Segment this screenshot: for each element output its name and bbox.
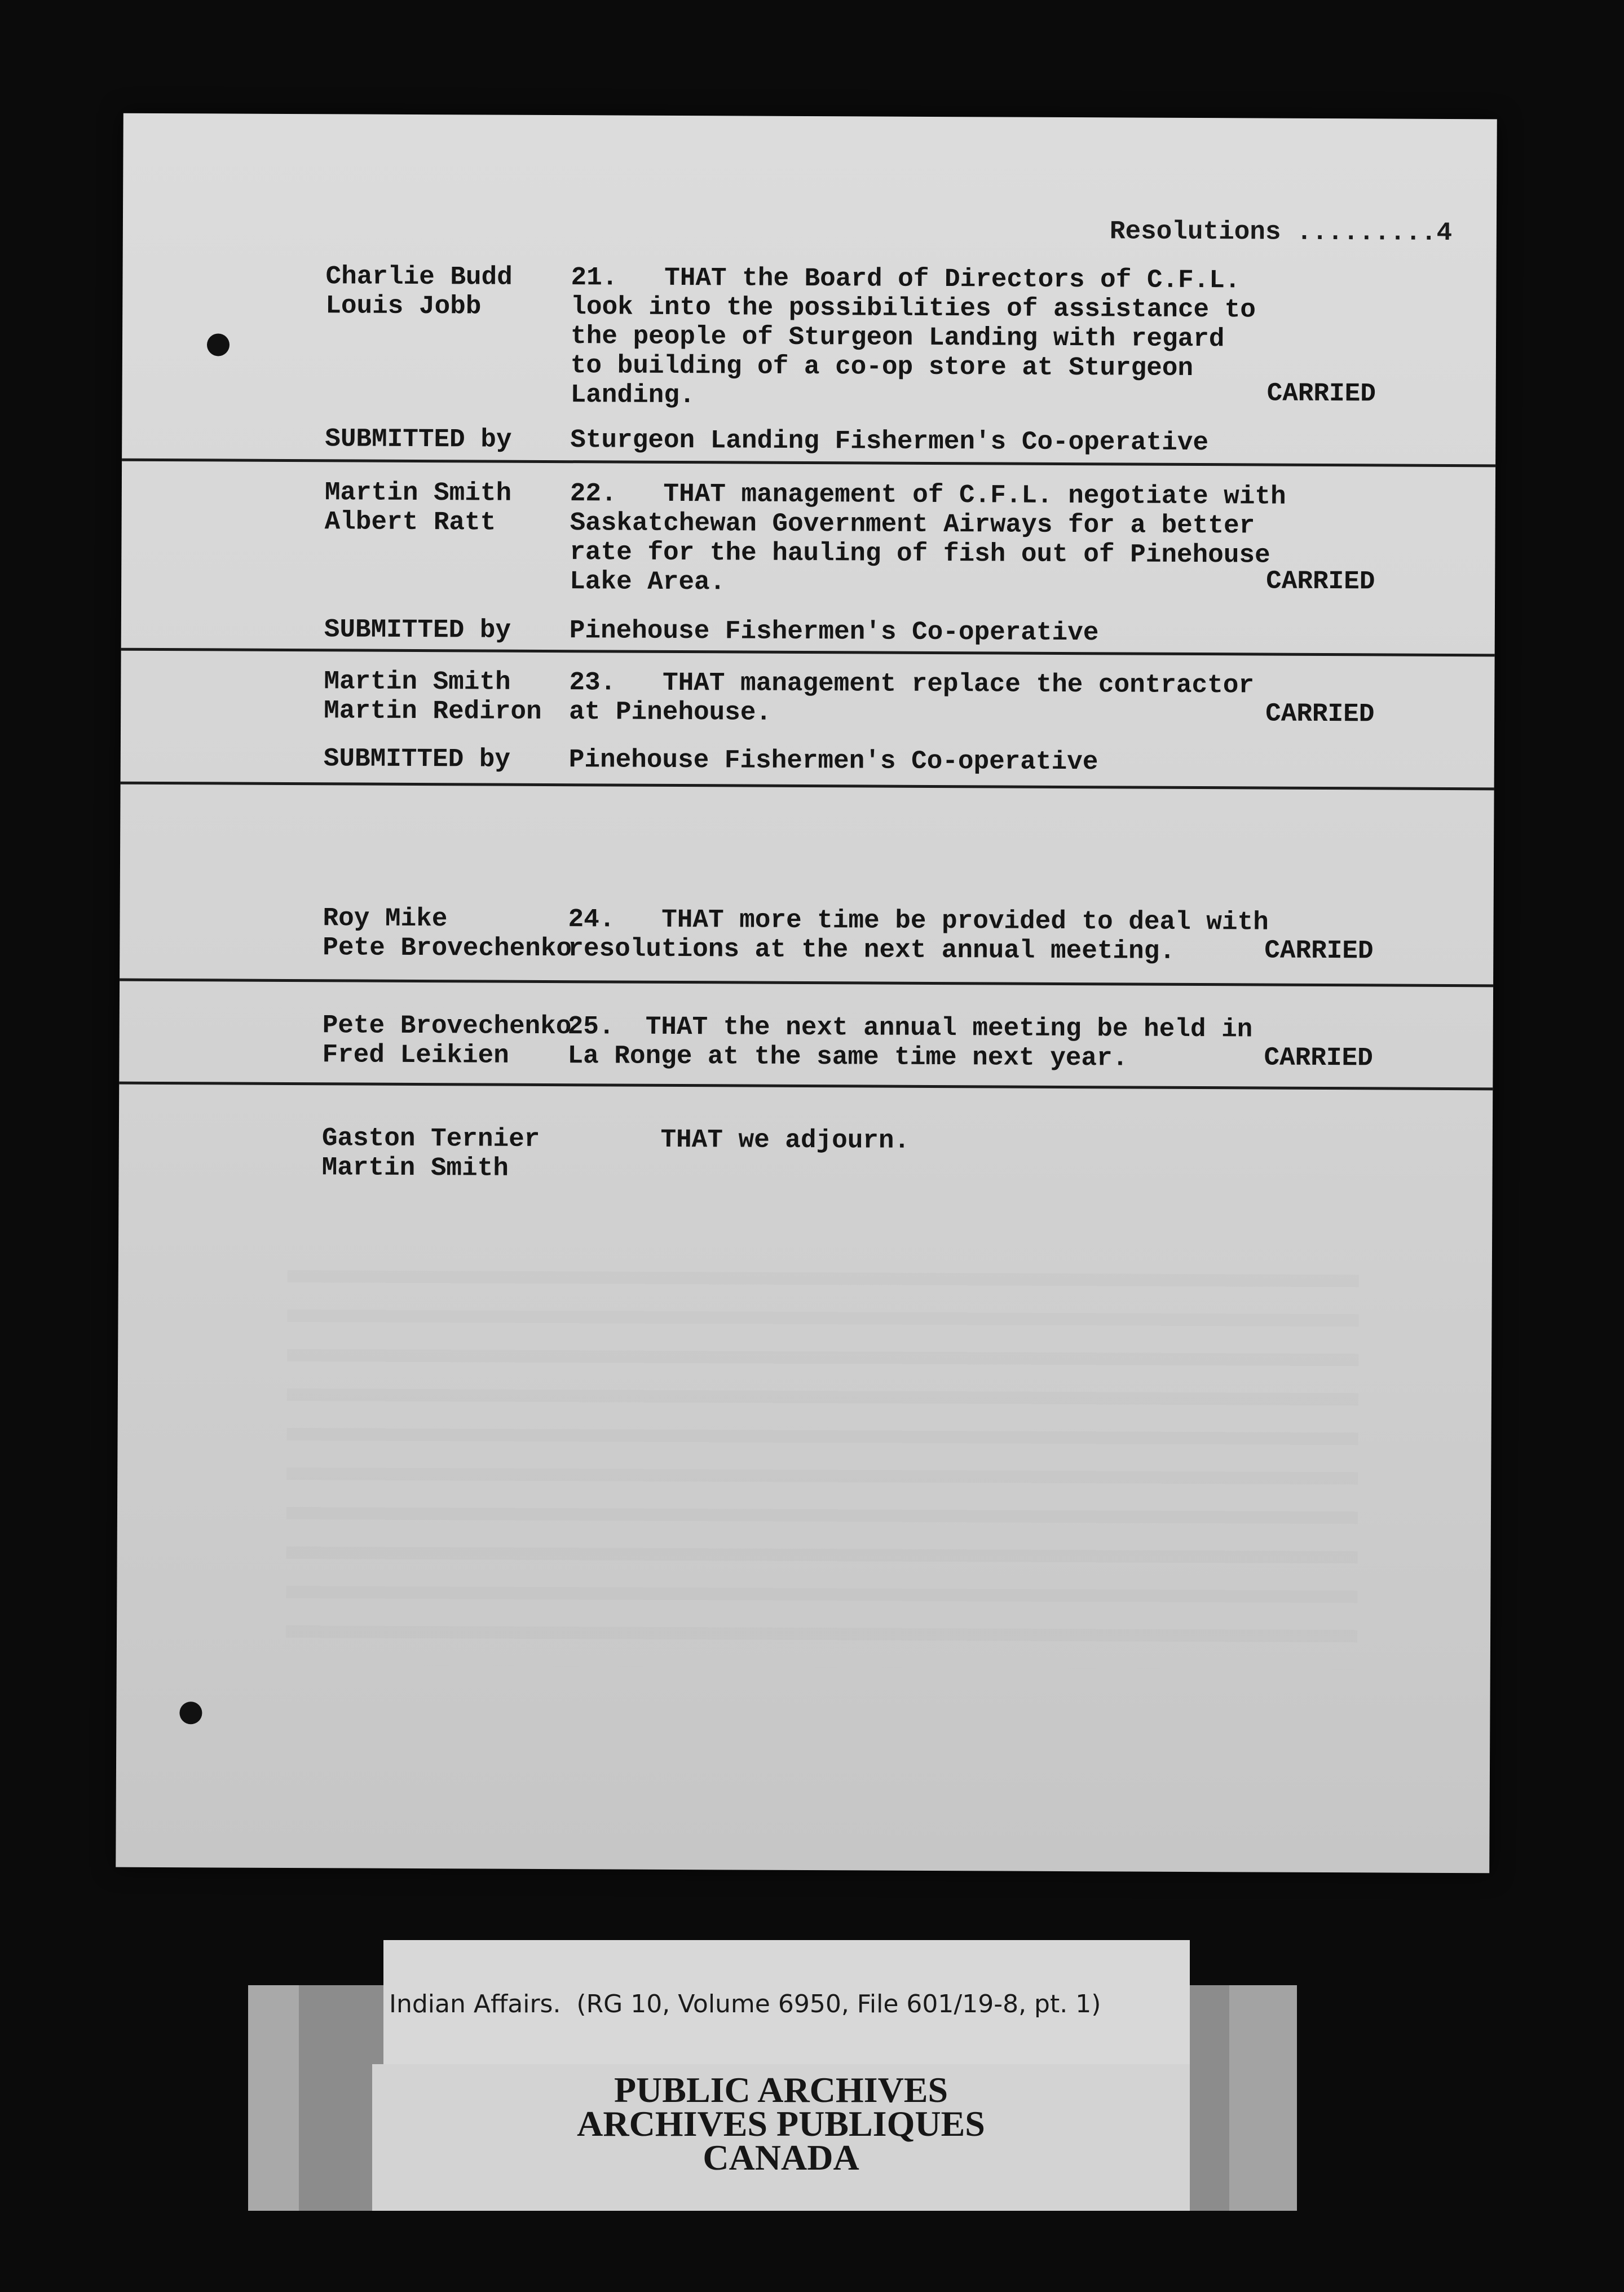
resolution-line: THAT we adjourn. xyxy=(567,1125,910,1156)
resolution-line: rate for the hauling of fish out of Pinehouse xyxy=(570,537,1270,570)
stamp-line: ARCHIVES PUBLIQUES xyxy=(577,2104,985,2144)
resolution-line: 23. THAT management replace the contractor xyxy=(569,668,1255,700)
submitted-by-org: Sturgeon Landing Fishermen's Co-operative xyxy=(570,425,1209,458)
archive-tag-edge xyxy=(1229,1985,1297,2211)
bleed-through-texture xyxy=(286,1270,1359,1669)
resolution-24-text xyxy=(568,905,1269,966)
resolution-line: the people of Sturgeon Landing with regard xyxy=(570,321,1225,354)
punch-hole xyxy=(179,1702,202,1724)
resolution-line: resolutions at the next annual meeting. xyxy=(568,934,1176,966)
resolution-23-movers xyxy=(324,667,542,726)
submitted-label: SUBMITTED by xyxy=(323,744,511,774)
page-reference: Resolutions .........4 xyxy=(1109,217,1453,248)
stamp-line: CANADA xyxy=(703,2137,859,2178)
mover-name: Pete Brovechenko xyxy=(323,933,572,964)
resolution-23-result: CARRIED xyxy=(1265,699,1375,729)
submitted-label: SUBMITTED by xyxy=(325,424,512,455)
submitted-by-org: Pinehouse Fishermen's Co-operative xyxy=(568,745,1098,777)
archive-tag-edge xyxy=(248,1985,299,2211)
resolution-line: Saskatchewan Government Airways for a better xyxy=(570,508,1255,541)
resolution-24-movers xyxy=(323,903,572,963)
resolution-line: 22. THAT management of C.F.L. negotiate with xyxy=(570,479,1286,512)
resolution-23-text xyxy=(569,668,1255,729)
mover-name: Albert Ratt xyxy=(324,507,496,537)
resolution-line: to building of a co-op store at Sturgeon xyxy=(570,351,1194,383)
resolution-line: look into the possibilities of assistance to xyxy=(571,292,1256,325)
resolution-21-result: CARRIED xyxy=(1266,378,1376,409)
resolution-line: 21. THAT the Board of Directors of C.F.L. xyxy=(571,263,1241,296)
submitted-label: SUBMITTED by xyxy=(324,615,511,645)
divider-line xyxy=(120,978,1493,988)
submitted-by-org: Pinehouse Fishermen's Co-operative xyxy=(569,616,1099,648)
resolution-line: 25. THAT the next annual meeting be held in xyxy=(567,1012,1253,1044)
resolution-22-movers xyxy=(325,478,512,537)
resolution-line: at Pinehouse. xyxy=(569,697,772,728)
mover-name: Martin Rediron xyxy=(324,696,542,726)
divider-line xyxy=(121,782,1494,791)
mover-name: Gaston Ternier xyxy=(321,1123,540,1154)
divider-line xyxy=(119,1082,1493,1091)
resolution-25-text xyxy=(567,1012,1253,1073)
resolution-21-movers xyxy=(325,262,513,321)
resolution-line: Landing. xyxy=(570,380,695,411)
stamp-line: PUBLIC ARCHIVES xyxy=(614,2070,948,2110)
resolution-line: 24. THAT more time be provided to deal with xyxy=(568,905,1269,937)
resolution-25-result: CARRIED xyxy=(1264,1043,1373,1073)
mover-name: Pete Brovechenko xyxy=(322,1011,572,1042)
resolution-line: La Ronge at the same time next year. xyxy=(567,1041,1128,1073)
mover-name: Martin Smith xyxy=(324,667,511,697)
resolution-21-text xyxy=(570,263,1256,412)
resolution-24-result: CARRIED xyxy=(1264,936,1374,966)
mover-name: Fred Leikien xyxy=(322,1040,509,1070)
mover-name: Martin Smith xyxy=(324,478,512,508)
resolution-22-result: CARRIED xyxy=(1266,566,1375,597)
resolution-line: Lake Area. xyxy=(570,567,726,597)
adjournment-movers xyxy=(322,1123,540,1183)
punch-hole xyxy=(207,333,230,356)
mover-name: Martin Smith xyxy=(321,1153,509,1183)
archive-citation: Indian Affairs. (RG 10, Volume 6950, File 601/19-8, pt. 1) xyxy=(389,1990,1101,2018)
adjournment-text xyxy=(567,1125,1244,1157)
divider-line xyxy=(122,459,1495,468)
mover-name: Charlie Budd xyxy=(325,262,513,292)
archive-stamp xyxy=(372,2070,1190,2178)
document-page xyxy=(116,113,1497,1874)
divider-line xyxy=(121,648,1495,657)
resolution-25-movers xyxy=(322,1011,571,1070)
mover-name: Louis Jobb xyxy=(325,291,482,321)
mover-name: Roy Mike xyxy=(323,903,448,934)
resolution-22-text xyxy=(570,479,1286,599)
